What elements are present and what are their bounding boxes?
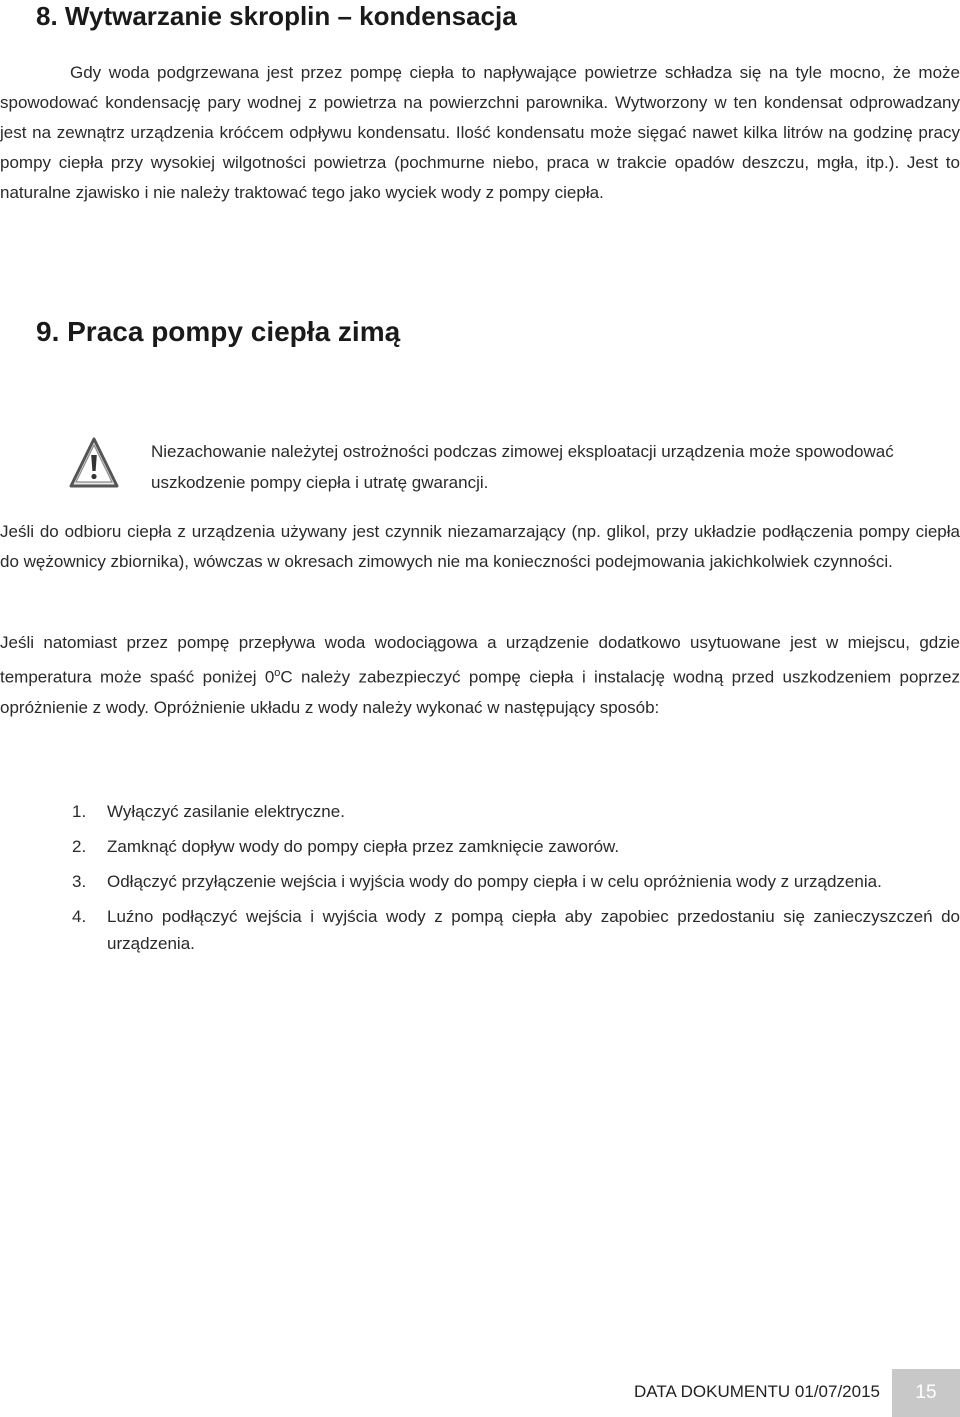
degree-superscript: o [274,667,281,679]
section-8-title: 8. Wytwarzanie skroplin – kondensacja [36,1,517,31]
step-text: Odłączyć przyłączenie wejścia i wyjścia wody do pompy ciepła i w celu opróżnienia wody z urządzenia. [107,872,882,891]
document-date: DATA DOKUMENTU 01/07/2015 [634,1382,880,1401]
drain-water-paragraph [0,628,960,723]
step-number: 2. [72,837,87,856]
page-number-box [892,1369,960,1417]
step-text: Luźno podłączyć wejścia i wyjścia wody z pompą ciepła aby zapobiec przedostaniu się zanieczyszczeń do urządzenia. [107,907,960,953]
list-item [0,903,960,957]
drain-steps-list [0,798,960,965]
step-number: 4. [72,907,87,926]
warning-text: Niezachowanie należytej ostrożności podczas zimowej eksploatacji urządzenia może spowodować uszkodzenie pompy ciepła i utratę gwarancji. [151,442,894,492]
section-9-title: 9. Praca pompy ciepła zimą [36,316,401,347]
step-number: 1. [72,802,87,821]
antifreeze-paragraph: Jeśli do odbioru ciepła z urządzenia używany jest czynnik niezamarzający (np. glikol, przy układzie podłączenia pompy ciepła do wężownicy zbiornika), wówczas w okresach zimowych nie ma konieczności podejmowania jakichkolwiek czynności. [0,522,960,571]
page-number: 15 [915,1382,937,1403]
list-item [0,833,960,860]
drain-water-text-start: Jeśli natomiast przez pompę przepływa woda wodociągowa a urządzenie dodatkowo usytuowane jest w miejscu, gdzie temperatura może spaść poniżej 0 [0,633,960,687]
step-text: Wyłączyć zasilanie elektryczne. [107,802,345,821]
list-item [0,798,960,825]
step-number: 3. [72,872,87,891]
warning-triangle-icon [68,436,120,490]
drain-water-text-end: C należy zabezpieczyć pompę ciepła i instalację wodną przed uszkodzeniem poprzez opróżnienie z wody. Opróżnienie układu z wody należy wykonać w następujący sposób: [0,667,960,717]
list-item [0,868,960,895]
step-text: Zamknąć dopływ wody do pompy ciepła przez zamknięcie zaworów. [107,837,620,856]
condensation-paragraph: Gdy woda podgrzewana jest przez pompę ciepła to napływające powietrze schładza się na tyle mocno, że może spowodować kondensację pary wodnej z powietrza na powierzchni parownika. Wytworzony w ten kondensat odprowadzany jest na zewnątrz urządzenia króćcem odpływu kondensatu. Ilość kondensatu może sięgać nawet kilka litrów na godzinę pracy pompy ciepła przy wysokiej wilgotności powietrza (pochmurne niebo, praca w trakcie opadów deszczu, mgła, itp.). Jest to naturalne zjawisko i nie należy traktować tego jako wyciek wody z pompy ciepła. [0,63,960,202]
warning-notice [68,436,948,496]
